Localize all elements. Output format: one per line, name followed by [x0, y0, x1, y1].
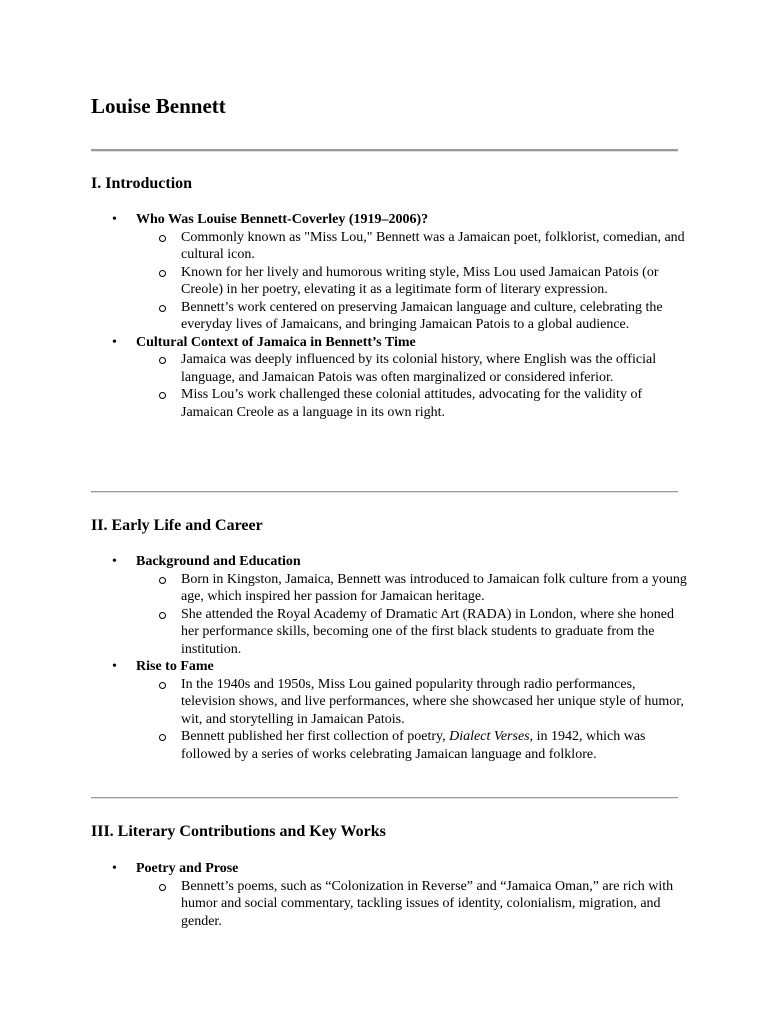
sub-list-item: In the 1940s and 1950s, Miss Lou gained popularity through radio performances, television shows, and live performances, where she showcased her unique style of humor, wit, and storytelling in Jamaican Patois. [136, 676, 689, 729]
introduction-list [91, 211, 691, 421]
book-title: Dialect Verses [449, 729, 530, 744]
bullet-label: Rise to Fame [136, 659, 214, 674]
bullet-label: Who Was Louise Bennett-Coverley (1919–2006)? [136, 212, 429, 227]
sub-list-item: Commonly known as "Miss Lou," Bennett was a Jamaican poet, folklorist, comedian, and cultural icon. [136, 229, 689, 264]
sub-list-item: Miss Lou’s work challenged these colonial attitudes, advocating for the validity of Jamaican Creole as a language in its own right. [136, 386, 689, 421]
document-title: Louise Bennett [91, 94, 226, 118]
sub-list-item: Born in Kingston, Jamaica, Bennett was introduced to Jamaican folk culture from a young age, which inspired her passion for Jamaican heritage. [136, 571, 689, 606]
horizontal-rule [91, 149, 678, 152]
bullet-label: Background and Education [136, 554, 301, 569]
bullet-label: Cultural Context of Jamaica in Bennett’s Time [136, 334, 416, 350]
sub-list [136, 229, 691, 334]
sub-list-item: Jamaica was deeply influenced by its colonial history, where English was the official language, and Jamaican Patois was often marginalized or considered inferior. [136, 351, 689, 386]
text-run: , in 1942, which was followed by a series of works celebrating Jamaican language and folklore. [181, 729, 646, 762]
literary-contributions-list [91, 860, 691, 930]
sub-list [136, 571, 691, 659]
list-item [91, 553, 691, 658]
list-item [91, 658, 691, 763]
sub-list [136, 878, 691, 931]
section-heading-literary-contributions: III. Literary Contributions and Key Works [91, 823, 386, 840]
text-run: Bennett published her first collection of poetry, [181, 729, 450, 744]
list-item [91, 211, 691, 334]
sub-list [136, 676, 691, 764]
horizontal-rule [91, 491, 678, 493]
bullet-label: Poetry and Prose [136, 861, 239, 876]
early-life-list [91, 553, 691, 763]
sub-list-item: Bennett’s work centered on preserving Jamaican language and culture, celebrating the everyday lives of Jamaicans, and bringing Jamaican Patois to a global audience. [136, 299, 689, 334]
sub-list-item [136, 728, 689, 763]
sub-list-item: Bennett’s poems, such as “Colonization in Reverse” and “Jamaica Oman,” are rich with humor and social commentary, tackling issues of identity, colonialism, migration, and gender. [136, 878, 689, 931]
sub-list [136, 351, 691, 421]
list-item [91, 334, 691, 422]
section-heading-introduction: I. Introduction [91, 175, 193, 192]
section-heading-early-life: II. Early Life and Career [91, 517, 263, 534]
list-item [91, 860, 691, 930]
sub-list-item: Known for her lively and humorous writing style, Miss Lou used Jamaican Patois (or Creole) in her poetry, elevating it as a legitimate form of literary expression. [136, 264, 689, 299]
sub-list-item: She attended the Royal Academy of Dramatic Art (RADA) in London, where she honed her performance skills, becoming one of the first black students to graduate from the institution. [136, 606, 689, 659]
horizontal-rule [91, 797, 678, 799]
